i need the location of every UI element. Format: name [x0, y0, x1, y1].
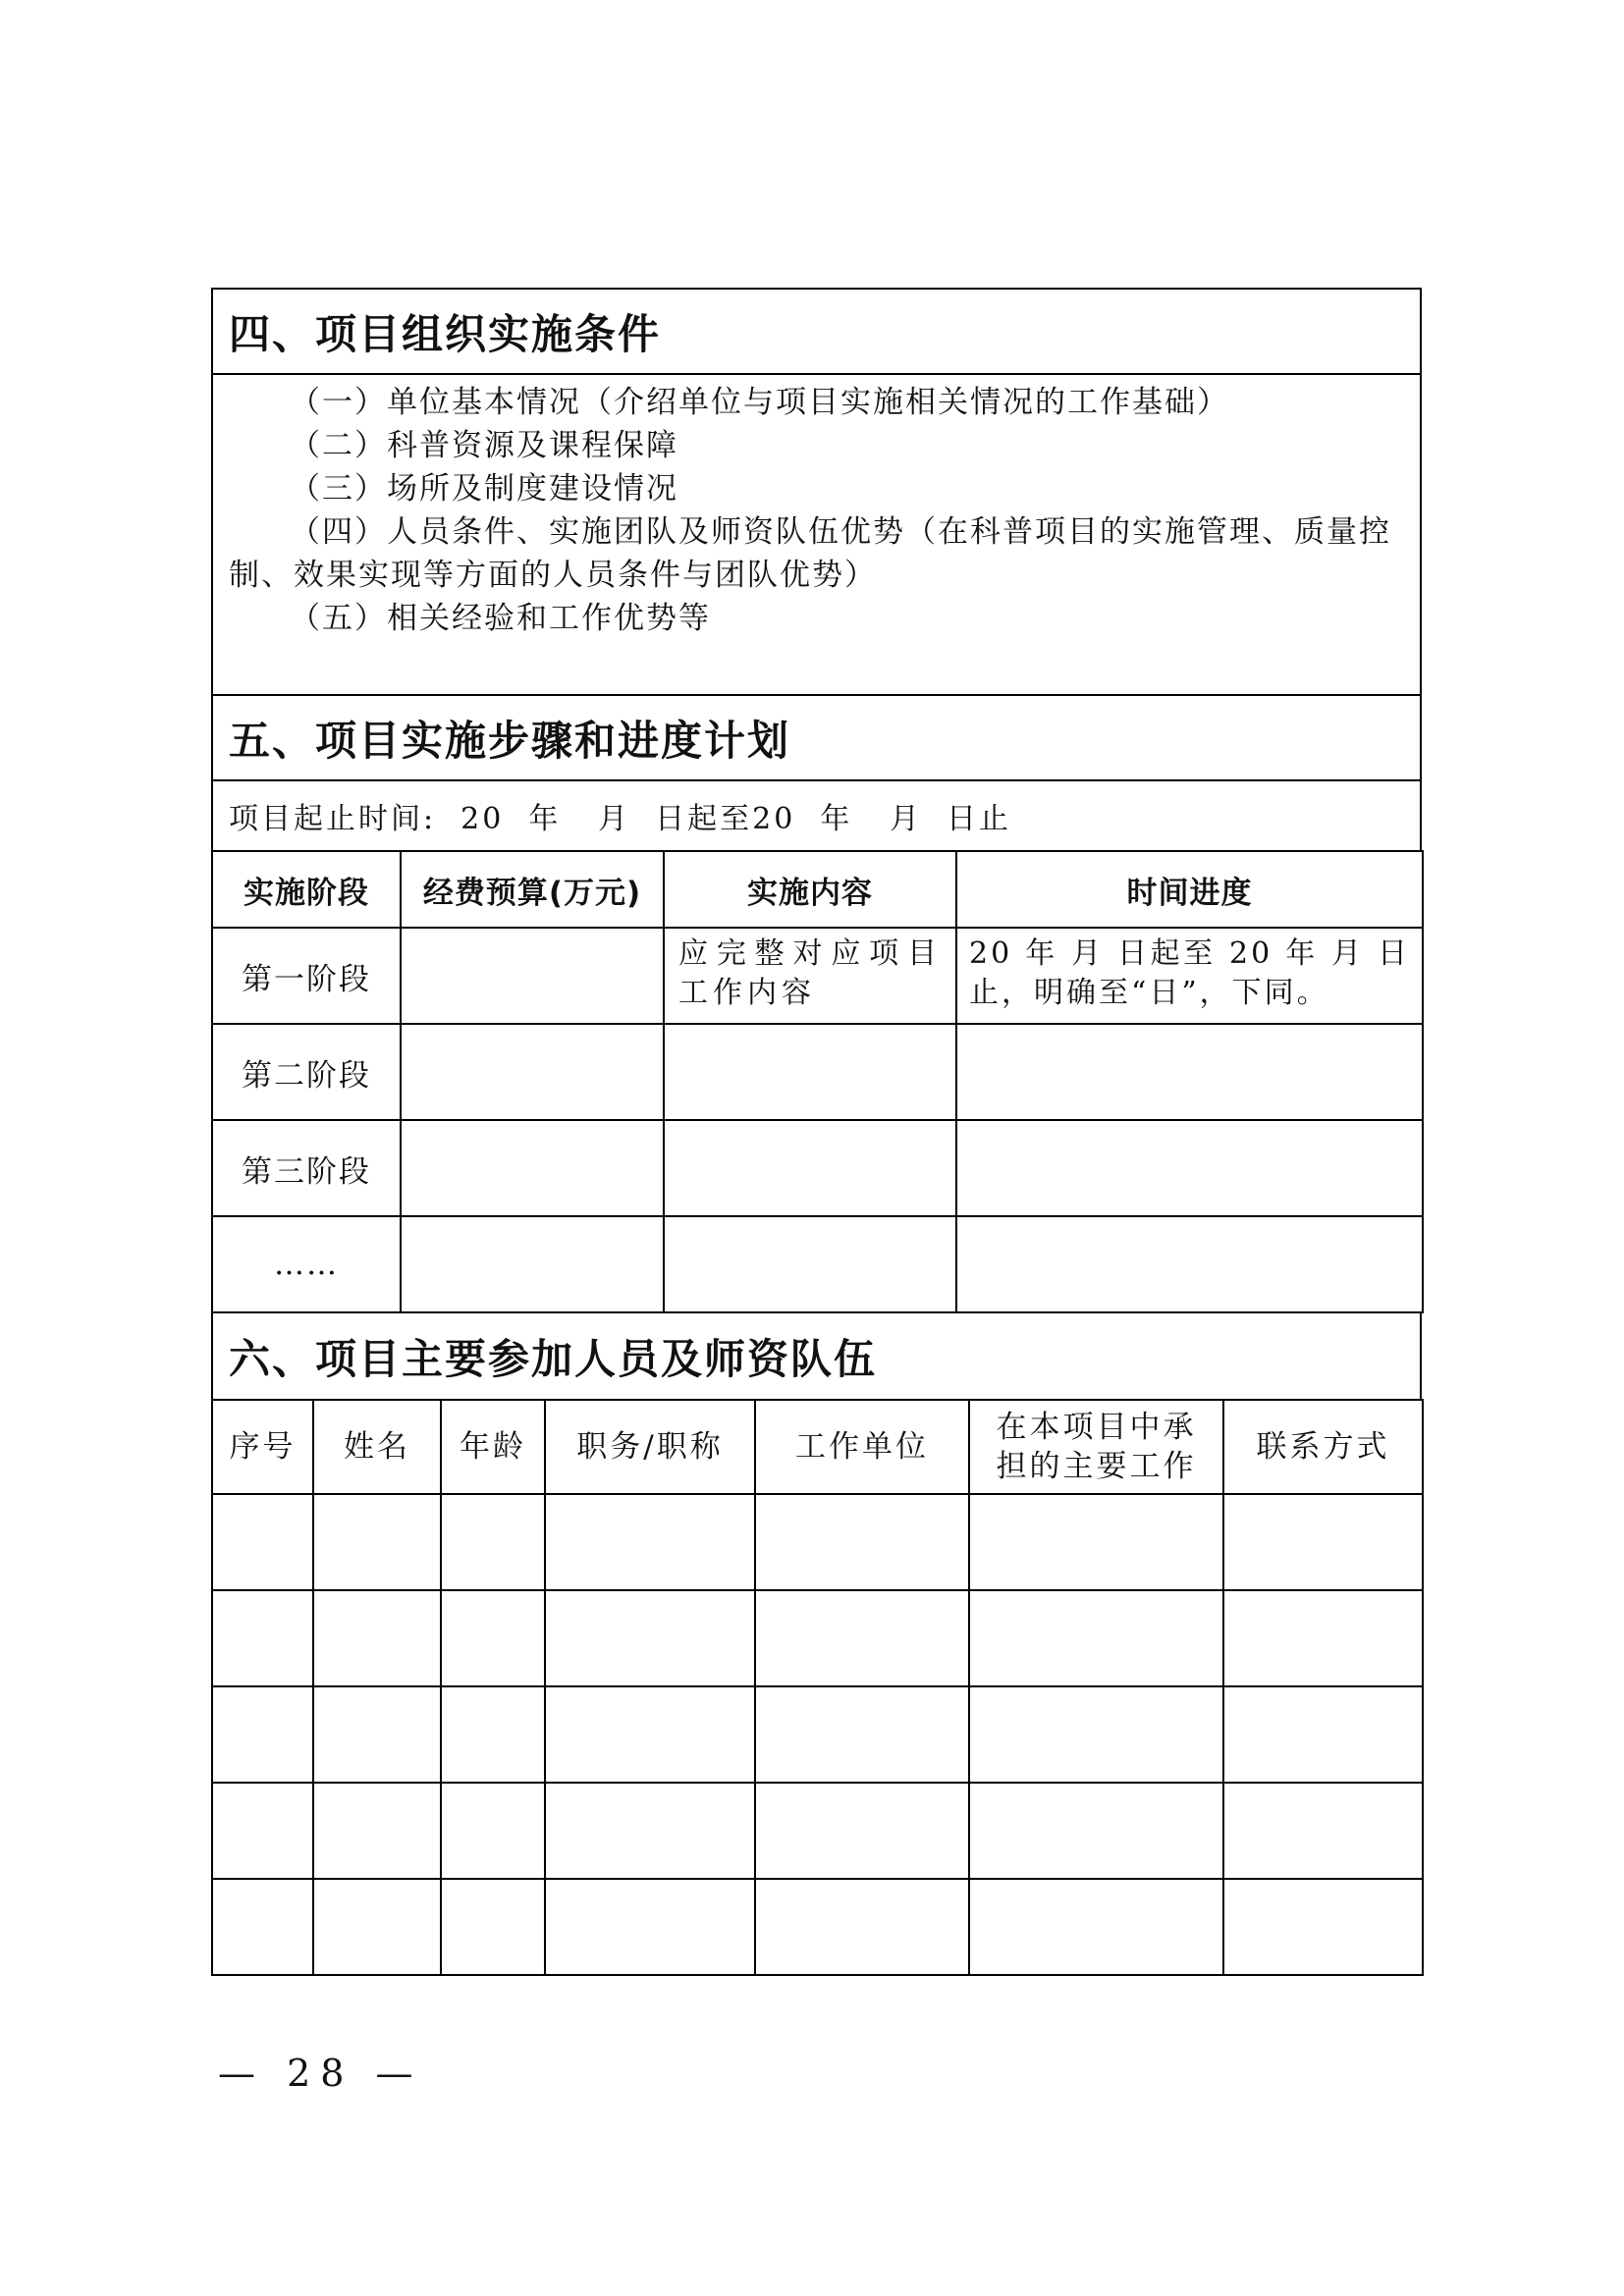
personnel-cell[interactable]	[441, 1494, 545, 1590]
personnel-cell[interactable]	[1223, 1494, 1423, 1590]
plan-header-time: 时间进度	[956, 851, 1423, 928]
personnel-cell[interactable]	[313, 1879, 441, 1975]
plan-content-cell[interactable]	[664, 1216, 956, 1312]
personnel-cell[interactable]	[755, 1494, 969, 1590]
personnel-header-row	[212, 1400, 1423, 1494]
personnel-header-name: 姓名	[313, 1400, 441, 1494]
personnel-cell[interactable]	[545, 1590, 755, 1686]
plan-row	[212, 1024, 1423, 1120]
personnel-cell[interactable]	[755, 1686, 969, 1783]
plan-budget-cell[interactable]	[401, 1216, 664, 1312]
plan-content-cell[interactable]	[664, 1024, 956, 1120]
section4-item: （二）科普资源及课程保障	[290, 428, 678, 463]
plan-row	[212, 1120, 1423, 1216]
personnel-cell[interactable]	[441, 1783, 545, 1879]
personnel-header-employer: 工作单位	[755, 1400, 969, 1494]
personnel-header-role: 在本项目中承担的主要工作	[969, 1400, 1223, 1494]
plan-header-budget: 经费预算(万元)	[401, 851, 664, 928]
page-number: — 28 —	[218, 2052, 423, 2095]
personnel-cell[interactable]	[212, 1590, 313, 1686]
plan-stage-cell: 第二阶段	[212, 1024, 401, 1120]
personnel-cell[interactable]	[969, 1879, 1223, 1975]
plan-time-cell[interactable]	[956, 1024, 1423, 1120]
plan-content-cell[interactable]	[664, 1120, 956, 1216]
personnel-cell[interactable]	[969, 1494, 1223, 1590]
personnel-cell[interactable]	[969, 1783, 1223, 1879]
personnel-cell[interactable]	[441, 1686, 545, 1783]
plan-header-stage: 实施阶段	[212, 851, 401, 928]
personnel-row	[212, 1879, 1423, 1975]
personnel-row	[212, 1494, 1423, 1590]
personnel-cell[interactable]	[969, 1686, 1223, 1783]
personnel-cell[interactable]	[441, 1590, 545, 1686]
plan-header-row	[212, 851, 1423, 928]
personnel-cell[interactable]	[212, 1879, 313, 1975]
personnel-cell[interactable]	[441, 1879, 545, 1975]
personnel-cell[interactable]	[755, 1879, 969, 1975]
plan-stage-cell: ……	[212, 1216, 401, 1312]
plan-budget-cell[interactable]	[401, 1120, 664, 1216]
personnel-cell[interactable]	[1223, 1879, 1423, 1975]
personnel-header-title: 职务/职称	[545, 1400, 755, 1494]
personnel-cell[interactable]	[313, 1590, 441, 1686]
plan-budget-cell[interactable]	[401, 1024, 664, 1120]
personnel-cell[interactable]	[545, 1494, 755, 1590]
section4-item: （四）人员条件、实施团队及师资队伍优势（在科普项目的实施管理、质量控制、效果实现等方面的人员条件与团队优势）	[229, 514, 1391, 593]
personnel-cell[interactable]	[313, 1494, 441, 1590]
personnel-row	[212, 1686, 1423, 1783]
plan-stage-cell: 第一阶段	[212, 928, 401, 1024]
form-frame	[211, 288, 1422, 1976]
section4-title: 四、项目组织实施条件	[211, 288, 1422, 373]
project-date-range: 项目起止时间: 20 年 月 日起至20 年 月 日止	[211, 779, 1422, 850]
personnel-header-contact: 联系方式	[1223, 1400, 1423, 1494]
personnel-cell[interactable]	[313, 1686, 441, 1783]
implementation-plan-table	[211, 850, 1424, 1313]
personnel-header-index: 序号	[212, 1400, 313, 1494]
plan-stage-cell: 第三阶段	[212, 1120, 401, 1216]
plan-header-content: 实施内容	[664, 851, 956, 928]
section5-title: 五、项目实施步骤和进度计划	[211, 694, 1422, 779]
personnel-cell[interactable]	[1223, 1686, 1423, 1783]
plan-time-cell[interactable]	[956, 1216, 1423, 1312]
personnel-cell[interactable]	[545, 1686, 755, 1783]
personnel-cell[interactable]	[755, 1783, 969, 1879]
personnel-cell[interactable]	[1223, 1783, 1423, 1879]
personnel-cell[interactable]	[212, 1783, 313, 1879]
personnel-cell[interactable]	[755, 1590, 969, 1686]
section4-item: （三）场所及制度建设情况	[290, 471, 678, 507]
section6-title: 六、项目主要参加人员及师资队伍	[211, 1313, 1422, 1399]
personnel-row	[212, 1783, 1423, 1879]
section4-item: （五）相关经验和工作优势等	[290, 601, 711, 636]
personnel-cell[interactable]	[545, 1783, 755, 1879]
personnel-cell[interactable]	[969, 1590, 1223, 1686]
plan-row	[212, 928, 1423, 1024]
plan-content-cell[interactable]: 应完整对应项目工作内容	[664, 928, 956, 1024]
plan-time-cell[interactable]	[956, 1120, 1423, 1216]
personnel-row	[212, 1590, 1423, 1686]
plan-time-cell[interactable]: 20 年 月 日起至 20 年 月 日止，明确至“日”，下同。	[956, 928, 1423, 1024]
personnel-header-age: 年龄	[441, 1400, 545, 1494]
personnel-cell[interactable]	[313, 1783, 441, 1879]
personnel-cell[interactable]	[212, 1686, 313, 1783]
section4-body	[211, 373, 1422, 694]
personnel-table	[211, 1399, 1424, 1976]
personnel-cell[interactable]	[1223, 1590, 1423, 1686]
plan-row	[212, 1216, 1423, 1312]
personnel-cell[interactable]	[545, 1879, 755, 1975]
personnel-cell[interactable]	[212, 1494, 313, 1590]
section4-item: （一）单位基本情况（介绍单位与项目实施相关情况的工作基础）	[290, 385, 1229, 420]
plan-budget-cell[interactable]	[401, 928, 664, 1024]
